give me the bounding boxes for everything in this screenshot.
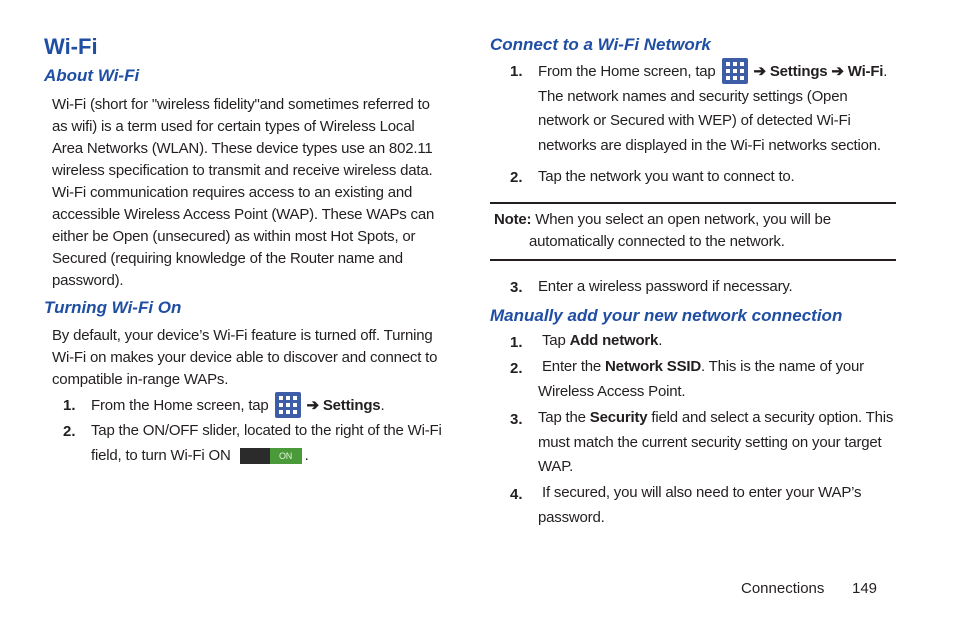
step-number: 1. — [510, 334, 523, 351]
step-text: field and select a security option. This — [647, 409, 894, 426]
note-top-rule — [490, 202, 896, 204]
network-ssid-label: Network SSID — [605, 358, 702, 375]
note-box — [494, 209, 831, 253]
wifi-label: Wi-Fi — [847, 63, 884, 80]
about-line: accessible Wireless Access Point (WAP). These WAPs can — [52, 206, 435, 223]
right-step-1 — [538, 58, 887, 158]
step-number: 2. — [510, 169, 523, 186]
step-text: From the Home screen, tap — [538, 63, 716, 80]
step-punct: . — [380, 397, 385, 414]
step-text: From the Home screen, tap — [91, 397, 269, 414]
step-number: 1. — [63, 397, 76, 414]
step-number: 3. — [510, 411, 523, 428]
step-text: network or Secured with WEP) of detected Wi-Fi — [538, 112, 851, 129]
about-line: Wi-Fi communication requires access to an existing and — [52, 184, 413, 201]
apps-grid-icon — [275, 392, 301, 418]
step-number: 2. — [63, 423, 76, 440]
wifi-toggle-slider — [240, 448, 302, 464]
turning-line: Wi-Fi on makes your device able to discover and connect to — [52, 349, 438, 366]
settings-label: Settings — [769, 63, 828, 80]
security-label: Security — [589, 409, 648, 426]
right-step-3: Enter a wireless password if necessary. — [538, 278, 793, 295]
about-line: wireless specification to transmit and receive wireless data. — [52, 162, 433, 179]
step-text: field, to turn Wi-Fi ON — [91, 446, 231, 464]
step-number: 4. — [510, 486, 523, 503]
right-step-2: Tap the network you want to connect to. — [538, 168, 795, 185]
left-step-1 — [91, 392, 384, 419]
manual-step-4 — [538, 481, 862, 530]
turning-line: compatible in-range WAPs. — [52, 371, 229, 388]
manual-step-1 — [542, 329, 662, 354]
connect-heading: Connect to a Wi-Fi Network — [490, 35, 711, 54]
note-text: When you select an open network, you will be — [535, 211, 831, 228]
note-text: automatically connected to the network. — [529, 233, 785, 250]
arrow-right-icon: ➔ — [753, 63, 766, 80]
about-paragraph — [52, 94, 452, 292]
step-text: Tap — [542, 332, 570, 349]
left-step-2 — [91, 419, 442, 468]
about-line: either be Open (unsecured) as within most Hot Spots, or — [52, 228, 416, 245]
page-number: 149 — [852, 580, 878, 597]
step-text: WAP. — [538, 458, 574, 475]
step-text: Tap the ON/OFF slider, located to the right of the Wi-Fi — [91, 422, 442, 439]
about-line: Wi-Fi (short for "wireless fidelity"and sometimes referred to — [52, 96, 430, 113]
turning-line: By default, your device’s Wi-Fi feature is turned off. Turning — [52, 327, 433, 344]
step-text: Enter the — [542, 358, 606, 375]
about-heading: About Wi-Fi — [44, 66, 140, 85]
note-label: Note: — [494, 211, 532, 228]
apps-grid-icon — [722, 58, 748, 84]
step-text: Wireless Access Point. — [538, 382, 686, 400]
turning-heading: Turning Wi-Fi On — [44, 298, 182, 317]
page-title: Wi-Fi — [44, 34, 98, 59]
step-number: 3. — [510, 279, 523, 296]
step-text: If secured, you will also need to enter your WAP’s — [542, 484, 862, 501]
add-network-label: Add network — [569, 332, 659, 349]
step-number: 1. — [510, 63, 523, 80]
arrow-right-icon: ➔ — [306, 397, 319, 414]
about-line: Area Networks (WLAN). These device types use an 802.11 — [52, 140, 433, 157]
settings-label: Settings — [322, 397, 381, 414]
step-text: must match the current security setting on your target — [538, 433, 882, 451]
step-punct: . — [304, 446, 309, 464]
step-punct: . — [658, 332, 663, 349]
step-punct: . — [883, 63, 888, 80]
turning-paragraph — [52, 325, 452, 391]
step-number: 2. — [510, 360, 523, 377]
note-bottom-rule — [490, 259, 896, 261]
step-text: Tap the — [538, 409, 590, 426]
manual-step-2 — [538, 355, 864, 404]
manual-step-3 — [538, 406, 893, 480]
step-text: . This is the name of your — [701, 358, 864, 375]
step-text: password. — [538, 508, 605, 526]
footer-section: Connections — [741, 580, 825, 597]
about-line: Secured (requiring knowledge of the Router name and — [52, 250, 403, 267]
slider-on-label: ON — [270, 448, 302, 464]
about-line: password). — [52, 272, 124, 289]
about-line: as wifi) is a term used for certain types of Wireless Local — [52, 118, 415, 135]
manual-heading: Manually add your new network connection — [490, 306, 843, 325]
arrow-right-icon: ➔ — [831, 63, 844, 80]
step-text: The network names and security settings (Open — [538, 87, 848, 105]
step-text: networks are displayed in the Wi-Fi networks section. — [538, 136, 881, 154]
